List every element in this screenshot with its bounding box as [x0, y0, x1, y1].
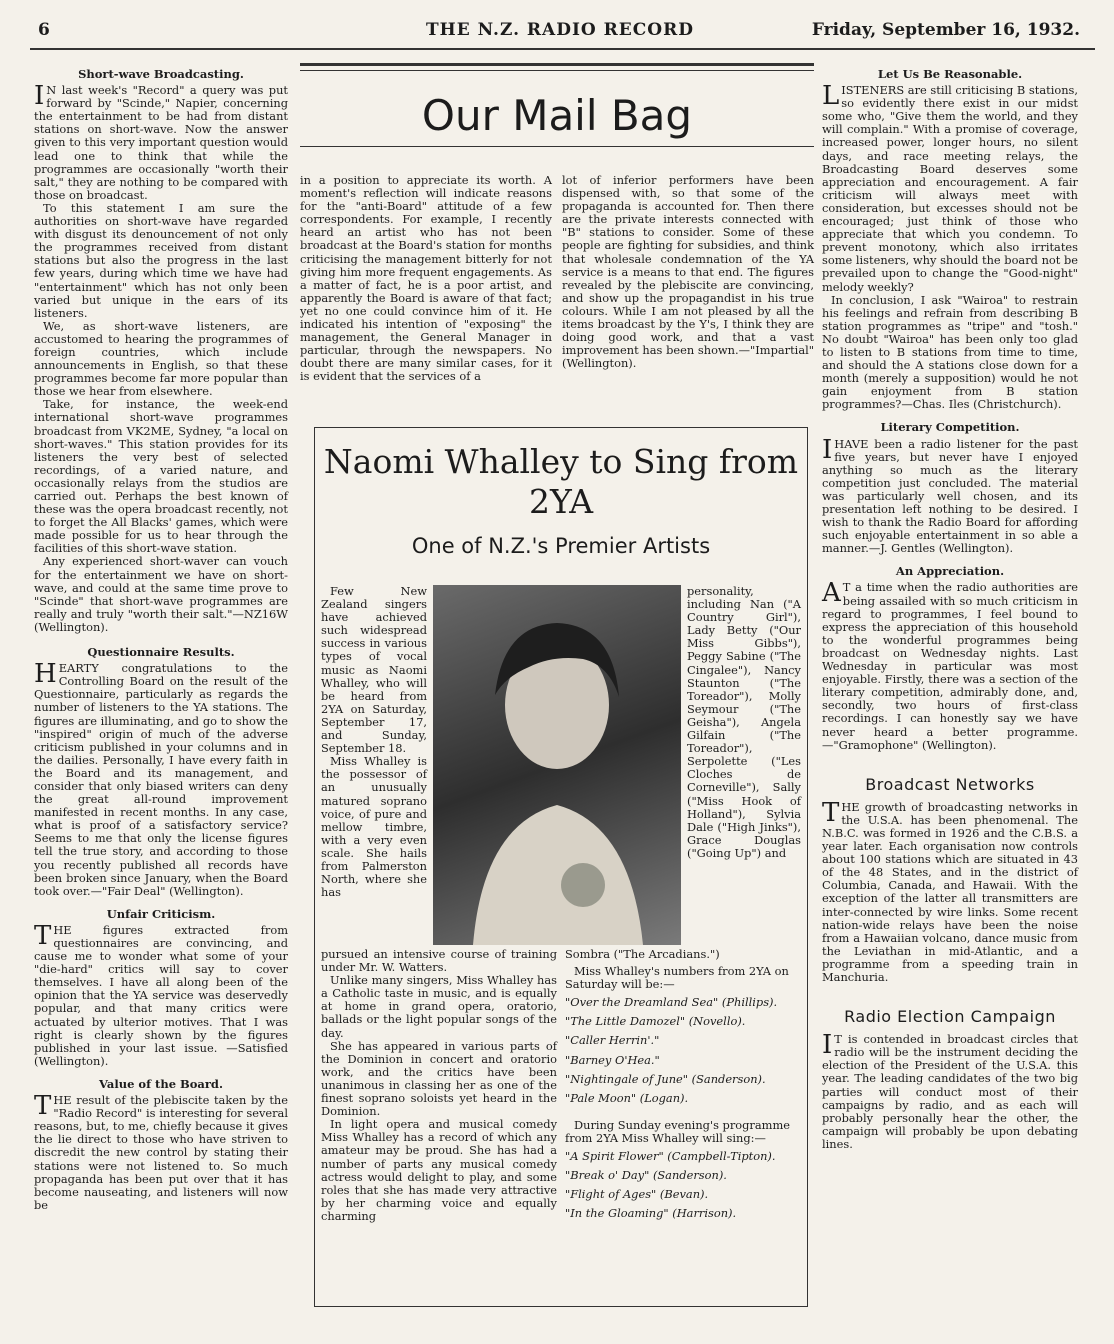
saturday-intro: Miss Whalley's numbers from 2YA on Saturday will be:—: [565, 964, 789, 992]
mail-bag-banner: [300, 63, 814, 166]
letter-paragraph: HEARTY congratulations to the Controlling Board on the result of the Questionnaire, particularly as regards the number of listeners to the YA stations. The figures are illuminating, and go to show the "inspired" origin of much of the adverse criticism published in your columns and in the dailies. Personally, I have every faith in the Board and its management, and consider that only biased writers can deny the great all-round improvement manifested in recent months. In any case, what is proof of a satisfactory service? Seems to me that only the license figures tell the true story, and according to those you recently published all records have been broken since January, when the Board took over.—"Fair Deal" (Wellington).: [34, 659, 288, 898]
heading-election: Radio Election Campaign: [844, 1007, 1056, 1027]
feature-paragraph: Miss Whalley is the possessor of an unusually matured soprano voice, of pure and mellow timbre, with a very even scale. She hails from Palmerston North, where she has: [321, 754, 427, 900]
letter-paragraph: IHAVE been a radio listener for the past five years, but never have I enjoyed anything so much as the literary competition just concluded. The material was particularly well chosen, and its presentation left nothing to be desired. I wish to thank the Radio Board for affording such enjoyable entertainment in so able a manner.—J. Gentles (Wellington).: [822, 434, 1078, 556]
header-rule: [30, 48, 1095, 50]
feature-title: Naomi Whalley to Sing from 2YA: [323, 442, 799, 521]
page-number: 6: [38, 20, 50, 40]
feature-left-text: [321, 585, 427, 899]
heading-value: Value of the Board.: [99, 1076, 223, 1091]
heading-short-wave: Short-wave Broadcasting.: [78, 67, 244, 81]
column-3: [562, 174, 814, 370]
feature-paragraph: Sombra ("The Arcadians."): [565, 947, 720, 961]
banner-rule: [300, 70, 814, 71]
letter-paragraph: A T a time when the radio authorities are being assailed with so much criticism in regard to programmes, I feel bound to express the appreciation of this household to the wonderful programmes being broadcast on Wednesday nights. Last Wednesday in particular was most enjoyable. Firstly, there was a section of the literary competition, admirably done, and, secondly, two hours of first-class recordings. I can honestly say we have never heard a better programme.—"Gramophone" (Wellington).: [822, 578, 1078, 752]
letter-paragraph: Any experienced short-waver can vouch for the entertainment we have on short-wave, and could at the same time prove to "Scinde" that short-wave programmes are really and truly "worth their salt."—NZ16W (Wellington).: [34, 554, 288, 634]
page-header: [30, 18, 1090, 44]
banner-rule: [300, 146, 814, 147]
drop-cap: I: [822, 434, 833, 465]
song-item: "Nightingale of June" (Sanderson).: [565, 1071, 766, 1086]
issue-date: Friday, September 16, 1932.: [811, 20, 1080, 40]
feature-paragraph: In light opera and musical comedy Miss Whalley has a record of which any amateur may be proud. She has had a number of parts any musical comedy actress would delight to play, and some roles that she has made very attractive by her charming voice and equally charming: [321, 1117, 557, 1223]
feature-paragraph: pursued an intensive course of training under Mr. W. Watters.: [321, 947, 557, 975]
drop-cap: I: [34, 81, 45, 112]
feature-paragraph: Unlike many singers, Miss Whalley has a Catholic taste in music, and is equally at home in grand opera, oratorio, ballads or the light popular songs of the day.: [321, 973, 557, 1040]
song-item: "Break o' Day" (Sanderson).: [565, 1168, 727, 1183]
feature-box: [314, 427, 808, 1307]
letter-paragraph: in a position to appreciate its worth. A moment's reflection will indicate reasons for the "anti-Board" attitude of a few correspondents. For example, I recently heard an artist who has not been broadcast at the Board's station for months criticising the management bitterly for not giving him more frequent engagements. As a matter of fact, he is a poor artist, and apparently the Board is aware of that fact; yet no one could convince him of it. He indicated his intention of "exposing" the management, the General Manager in particular, through the newspapers. No doubt there are many similar cases, for it is evident that the services of a: [300, 173, 552, 384]
song-item: "A Spirit Flower" (Campbell-Tipton).: [565, 1149, 776, 1164]
column-1: [34, 64, 288, 1212]
heading-networks: Broadcast Networks: [865, 774, 1035, 794]
heading-unfair: Unfair Criticism.: [106, 906, 216, 921]
drop-cap: T: [822, 797, 840, 828]
drop-cap: H: [34, 659, 57, 690]
letter-paragraph: THE growth of broadcasting networks in the U.S.A. has been phenomenal. The N.B.C. was formed in 1926 and the C.B.S. a year later. Each organisation now controls about 100 stations which are situated in 43 of the 48 States, and in the district of Columbia, Canada, and Hawaii. With the exception of the latter all transmitters are inter-connected by wire links. Some recent nation-wide relays have been the noise from a Hawaiian volcano, dance music from the Leviathan in mid-Atlantic, and a programme from a speeding train in Manchuria.: [822, 797, 1078, 984]
mail-bag-title: Our Mail Bag: [421, 91, 693, 140]
feature-paragraph: She has appeared in various parts of the Dominion in concert and oratorio work, and the critics have been unanimous in classing her as one of the finest soprano soloists yet heard in the Dominion.: [321, 1038, 557, 1119]
feature-right-text: [687, 585, 801, 860]
feature-bottom-right: [565, 948, 801, 1220]
column-5: [822, 64, 1078, 1151]
feature-bottom-left: [321, 948, 557, 1223]
song-item: "Over the Dreamland Sea" (Phillips).: [565, 995, 778, 1010]
drop-cap: T: [34, 920, 52, 951]
drop-cap: T: [34, 1091, 52, 1122]
drop-cap: L: [822, 81, 840, 112]
letter-paragraph: Take, for instance, the week-end international short-wave programmes broadcast from VK2ME, Sydney, "a local on short-waves." This station provides for its listeners the very best of selected recordings, of a varied nature, and occasionally relays from the studios are carried out. Perhaps the best known of these was the opera broadcast recently, not to forget the All Blacks' games, which were made possible for us to hear through the facilities of this short-wave station.: [34, 397, 288, 556]
sunday-intro: During Sunday evening's programme from 2YA Miss Whalley will sing:—: [565, 1117, 791, 1145]
letter-paragraph: In conclusion, I ask "Wairoa" to restrain his feelings and refrain from describing B station programmes as "tripe" and "tosh." No doubt "Wairoa" has been only too glad to listen to B stations from time to time, and should the A stations close down for a month (merely a supposition) would he not gain enjoyment from B station programmes?—Chas. Iles (Christchurch).: [822, 292, 1078, 412]
song-item: "Flight of Ages" (Bevan).: [565, 1187, 709, 1202]
column-2: [300, 174, 552, 384]
letter-paragraph: We, as short-wave listeners, are accustomed to hearing the programmes of foreign countries, which include announcements in English, so that these programmes become far more popular than those we hear from elsewhere.: [34, 318, 288, 399]
feature-paragraph: personality, including Nan ("A Country Girl"), Lady Betty ("Our Miss Gibbs"), Peggy Sabine ("The Cingalee"), Nancy Staunton ("The Toreador"), Molly Seymour ("The Geisha"), Angela Gilfain ("The Toreador"), Serpolette ("Les Cloches de Corneville"), Sally ("Miss Hook of Holland"), Sylvia Dale ("High Jinks"), Grace Douglas ("Going Up") and: [687, 584, 801, 860]
heading-appreciation: An Appreciation.: [895, 564, 1005, 579]
letter-paragraph: I T is contended in broadcast circles that radio will be the instrument deciding the election of the President of the U.S.A. this year. The leading candidates of the two big parties will conduct most of their campaigns by radio, and as each will probably personally hear the other, the campaign will probably be upon debating lines.: [822, 1030, 1078, 1151]
letter-paragraph: lot of inferior performers have been dispensed with, so that some of the propaganda is accounted for. Then there are the private interests connected with "B" stations to consider. Some of these people are fighting for subsidies, and think that wholesale condemnation of the YA service is a means to that end. The figures revealed by the plebiscite are convincing, and show up the propagandist in his true colours. While I am not pleased by all the items broadcast by the Y's, I think they are doing good work, and that a vast improvement has been shown.—"Impartial" (Wellington).: [562, 173, 814, 371]
drop-cap: A: [822, 578, 841, 609]
heading-reasonable: Let Us Be Reasonable.: [877, 67, 1023, 81]
song-item: "Pale Moon" (Logan).: [565, 1090, 689, 1105]
letter-paragraph: THE result of the plebiscite taken by the "Radio Record" is interesting for several reasons, but, to me, chiefly because it gives the lie direct to those who have striven to discredit the new control by stating their stations were not listened to. So much propaganda has been put over that it has become nauseating, and listeners will now be: [34, 1091, 288, 1212]
portrait-photo: [433, 585, 681, 945]
song-item: "The Little Damozel" (Novello).: [565, 1014, 746, 1029]
letter-paragraph: LISTENERS are still criticising B stations, so evidently there exist in our midst some who, "Give them the world, and they will complain." With a promise of coverage, increased power, longer hours, no silent days, and race meeting relays, the Broadcasting Board deserves some appreciation and encouragement. A fair criticism will always meet with consideration, but excesses should not be encouraged; just think of those who appreciate that which you condemn. To prevent monotony, which also irritates some listeners, why should the board not be prevailed upon to change the "Good-night" melody weekly?: [822, 81, 1078, 294]
song-item: "Barney O'Hea.": [565, 1052, 660, 1067]
heading-literary: Literary Competition.: [880, 420, 1020, 435]
letter-paragraph: I N last week's "Record" a query was put forward by "Scinde," Napier, concerning the entertainment to be had from distant stations on short-wave. Now the answer given to this very important question would lead one to think that while the programmes are occasionally "worth their salt," they are nothing to be compared with those on broadcast.: [34, 81, 288, 202]
masthead: THE N.Z. RADIO RECORD: [426, 20, 694, 40]
song-item: "Caller Herrin'.": [565, 1033, 660, 1048]
letter-paragraph: THE figures extracted from questionnaires are convincing, and cause me to wonder what some of your "die-hard" critics will say to cover themselves. I have all along been of the opinion that the YA service was deservedly popular, and that many critics were actuated by ulterior motives. That I was right is clearly shown by the figures published in your last issue. —Satisfied (Wellington).: [34, 920, 288, 1068]
song-item: "In the Gloaming" (Harrison).: [565, 1206, 737, 1221]
feature-paragraph: Few New Zealand singers have achieved such widespread success in various types of vocal music as Naomi Whalley, who will be heard from 2YA on Saturday, September 17, and Sunday, September 18.: [321, 584, 427, 756]
drop-cap: I: [822, 1030, 833, 1061]
heading-questionnaire: Questionnaire Results.: [87, 645, 235, 660]
portrait-illustration: [433, 585, 681, 945]
feature-subtitle: One of N.Z.'s Premier Artists: [411, 534, 711, 558]
letter-paragraph: To this statement I am sure the authorities on short-wave have regarded with disgust its denouncement of not only the programmes received from distant stations but also the progress in the last few years, during which time we have had "entertainment" which has not only been varied but unique in the ears of its listeners.: [34, 200, 288, 320]
